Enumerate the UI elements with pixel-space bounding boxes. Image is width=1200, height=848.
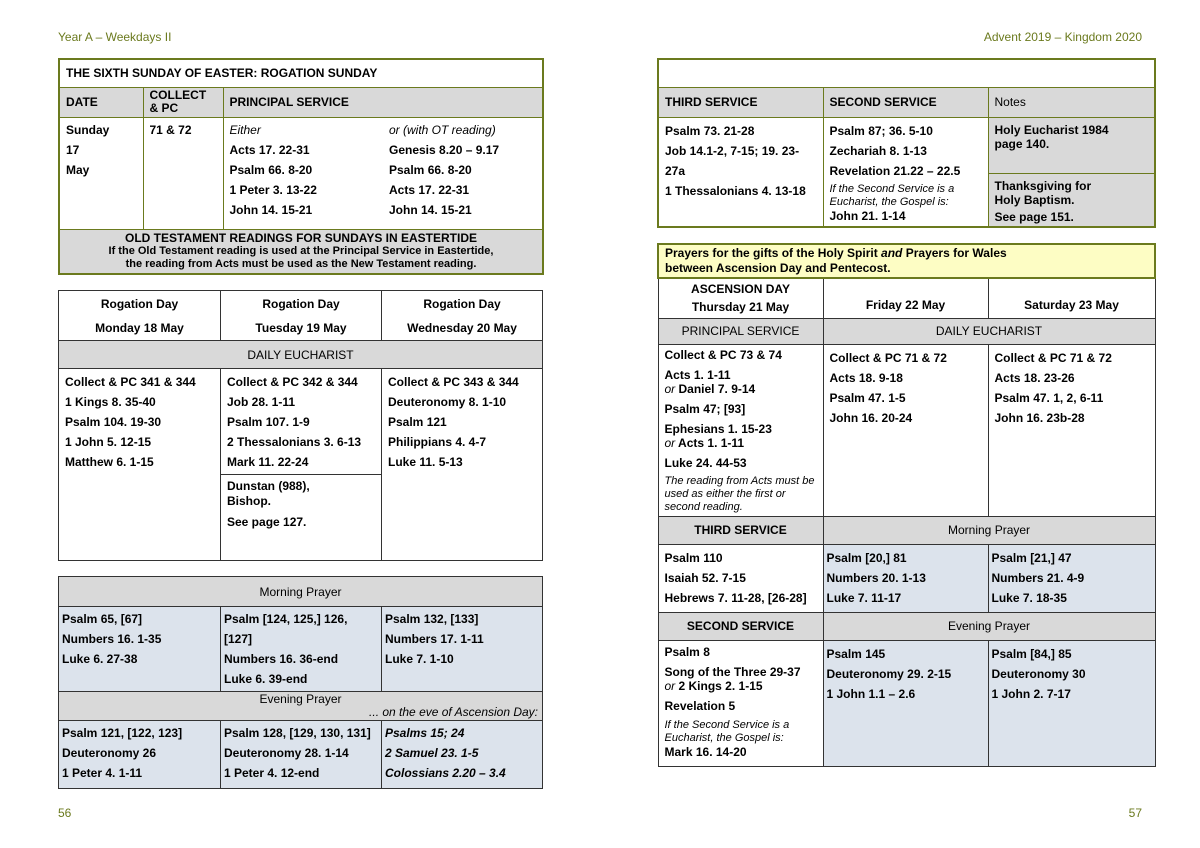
reading: Philippians 4. 4-7 bbox=[388, 435, 487, 449]
rogation-day-header bbox=[59, 291, 221, 341]
day-date: Wednesday 20 May bbox=[407, 320, 517, 335]
banner-line: between Ascension Day and Pentecost. bbox=[665, 261, 891, 275]
day-name: Rogation Day bbox=[100, 296, 179, 311]
ep-readings bbox=[221, 721, 382, 789]
note-baptism bbox=[988, 173, 1155, 227]
mp-saturday bbox=[988, 544, 1155, 612]
either-readings bbox=[223, 117, 383, 229]
second-service-readings bbox=[658, 640, 823, 766]
reading: Genesis 8.20 – 9.17 bbox=[389, 142, 500, 157]
daily-eucharist-label: DAILY EUCHARIST bbox=[823, 318, 1155, 344]
reading: Daniel 7. 9-14 bbox=[675, 381, 756, 396]
morning-prayer-label: Morning Prayer bbox=[59, 577, 543, 607]
second-service-readings bbox=[823, 117, 988, 227]
reading: John 14. 15-21 bbox=[229, 202, 313, 217]
reading: Luke 6. 39-end bbox=[224, 672, 308, 686]
commem-line: Dunstan (988), bbox=[227, 479, 310, 493]
reading: Psalms 15; 24 bbox=[385, 726, 465, 740]
second-service-label: SECOND SERVICE bbox=[658, 612, 823, 640]
running-header-right: Advent 2019 – Kingdom 2020 bbox=[983, 30, 1142, 44]
reading: Song of the Three 29-37 bbox=[664, 664, 801, 679]
eastertide-note bbox=[59, 229, 543, 274]
reading: Psalm [21,] 47 bbox=[991, 550, 1072, 565]
reading: Luke 11. 5-13 bbox=[388, 455, 463, 469]
ep-friday bbox=[823, 640, 988, 766]
date-line: Sunday bbox=[66, 122, 110, 137]
reading: 1 Peter 3. 13-22 bbox=[229, 182, 317, 197]
note-line: Holy Baptism. bbox=[994, 192, 1075, 207]
reading: 1 Peter 4. 1-11 bbox=[62, 766, 143, 780]
reading: Deuteronomy 30 bbox=[991, 666, 1086, 681]
note-title: OLD TESTAMENT READINGS FOR SUNDAYS IN EASTERTIDE bbox=[124, 230, 478, 245]
reading: Luke 6. 27-38 bbox=[62, 652, 138, 666]
reading: Psalm 107. 1-9 bbox=[227, 415, 310, 429]
reading: Luke 24. 44-53 bbox=[664, 455, 747, 470]
eve-of-ascension-label: ... on the eve of Ascension Day: bbox=[369, 705, 539, 719]
reading: Revelation 5 bbox=[664, 698, 736, 713]
reading: Luke 7. 1-10 bbox=[385, 652, 454, 666]
reading: Job 14.1-2, 7-15; 19. 23-27a bbox=[665, 143, 800, 178]
note-line: Holy Eucharist 1984 bbox=[994, 122, 1109, 137]
reading: Psalm 128, [129, 130, 131] bbox=[224, 726, 371, 740]
reading: Acts 18. 9-18 bbox=[829, 370, 903, 385]
reading: Psalm 132, [133] bbox=[385, 612, 479, 626]
ascension-table bbox=[657, 243, 1156, 767]
ot-label: or (with OT reading) bbox=[389, 122, 496, 137]
reading: Isaiah 52. 7-15 bbox=[664, 570, 746, 585]
reading: Numbers 16. 1-35 bbox=[62, 632, 162, 646]
day-header: Saturday 23 May bbox=[988, 278, 1155, 318]
sunday-date bbox=[59, 117, 143, 229]
date-line: 17 bbox=[66, 142, 80, 157]
reading: Psalm 121, [122, 123] bbox=[62, 726, 183, 740]
saturday-readings bbox=[988, 344, 1155, 516]
col-principal: PRINCIPAL SERVICE bbox=[223, 87, 543, 117]
banner-line bbox=[665, 246, 1148, 261]
reading: Ephesians 1. 15-23 bbox=[664, 421, 772, 436]
morning-prayer-label: Morning Prayer bbox=[823, 516, 1155, 544]
reading: Psalm 8 bbox=[664, 644, 710, 659]
third-service-readings bbox=[658, 117, 823, 227]
mp-readings bbox=[59, 607, 221, 692]
reading: Matthew 6. 1-15 bbox=[65, 455, 154, 469]
reading-alt bbox=[665, 436, 817, 450]
reading: Hebrews 7. 11-28, [26-28] bbox=[664, 590, 807, 605]
third-service-label: THIRD SERVICE bbox=[658, 516, 823, 544]
reading: Psalm 110 bbox=[664, 550, 723, 565]
reading: Psalm 47; [93] bbox=[664, 401, 746, 416]
mp-readings bbox=[221, 607, 382, 692]
mp-readings bbox=[382, 607, 543, 692]
second-note: If the Second Service is a Eucharist, the Gospel is: bbox=[664, 718, 790, 744]
ep-readings-eve bbox=[382, 721, 543, 789]
reading: Collect & PC 342 & 344 bbox=[227, 375, 358, 389]
day-header: Friday 22 May bbox=[823, 278, 988, 318]
reading: Psalm 73. 21-28 bbox=[665, 123, 755, 138]
reading: Psalm 47. 1, 2, 6-11 bbox=[994, 390, 1104, 405]
reading: Deuteronomy 29. 2-15 bbox=[826, 666, 952, 681]
rogation-readings bbox=[59, 369, 221, 561]
rogation-table bbox=[58, 290, 543, 561]
sunday-collect: 71 & 72 bbox=[143, 117, 223, 229]
reading: Collect & PC 71 & 72 bbox=[994, 350, 1112, 365]
reading: 2 Thessalonians 3. 6-13 bbox=[227, 435, 362, 449]
reading: 2 Kings 2. 1-15 bbox=[675, 678, 763, 693]
or-word: or bbox=[664, 435, 676, 450]
note-line: Thanksgiving for bbox=[994, 178, 1092, 193]
sunday-title: THE SIXTH SUNDAY OF EASTER: ROGATION SUNDAY bbox=[59, 59, 543, 87]
reading: Luke 7. 18-35 bbox=[991, 590, 1067, 605]
col-third: THIRD SERVICE bbox=[658, 87, 823, 117]
commem-line: Bishop. bbox=[227, 494, 271, 508]
principal-service-label: PRINCIPAL SERVICE bbox=[658, 318, 823, 344]
reading-alt bbox=[665, 679, 817, 693]
reading: Mark 11. 22-24 bbox=[227, 455, 309, 469]
reading: Acts 17. 22-31 bbox=[229, 142, 310, 157]
commem-line: See page 127. bbox=[227, 515, 307, 529]
reading: Job 28. 1-11 bbox=[227, 395, 296, 409]
reading: Revelation 21.22 – 22.5 bbox=[829, 163, 961, 178]
banner-and: and bbox=[881, 246, 903, 260]
date-line: May bbox=[66, 162, 90, 177]
ot-readings bbox=[383, 117, 543, 229]
rogation-readings bbox=[221, 369, 382, 475]
reading: 1 Thessalonians 4. 13-18 bbox=[665, 183, 806, 198]
note-eucharist bbox=[988, 117, 1155, 173]
ascension-label: ASCENSION DAY bbox=[691, 282, 790, 297]
reading: 1 Peter 4. 12-end bbox=[224, 766, 320, 780]
evening-prayer-label: Evening Prayer bbox=[259, 692, 342, 706]
day-date: Tuesday 19 May bbox=[255, 320, 347, 335]
mp-friday bbox=[823, 544, 988, 612]
col-date: DATE bbox=[59, 87, 143, 117]
col-collect: COLLECT & PC bbox=[143, 87, 223, 117]
reading: Psalm 66. 8-20 bbox=[229, 162, 313, 177]
or-word: or bbox=[664, 678, 676, 693]
rogation-day-header bbox=[382, 291, 543, 341]
note-line: page 140. bbox=[994, 136, 1050, 151]
banner-text: Prayers for Wales bbox=[902, 246, 1007, 260]
second-gospel: John 21. 1-14 bbox=[829, 208, 906, 223]
reading: Psalm 121 bbox=[388, 415, 447, 429]
page-number-right: 57 bbox=[1128, 806, 1142, 820]
reading: John 16. 20-24 bbox=[829, 410, 913, 425]
reading: 1 Kings 8. 35-40 bbox=[65, 395, 156, 409]
sunday-table bbox=[58, 58, 544, 275]
reading: Psalm [124, 125,] 126, [127] bbox=[224, 612, 348, 646]
acts-note: The reading from Acts must be used as either the first or second reading. bbox=[664, 474, 815, 513]
reading-alt bbox=[665, 382, 817, 396]
ascension-day-header bbox=[658, 278, 823, 318]
reading: Collect & PC 343 & 344 bbox=[388, 375, 519, 389]
blank-title-row bbox=[658, 59, 1155, 87]
reading: 2 Samuel 23. 1-5 bbox=[385, 746, 479, 760]
reading: Collect & PC 71 & 72 bbox=[829, 350, 947, 365]
reading: Collect & PC 341 & 344 bbox=[65, 375, 196, 389]
reading: 1 John 2. 7-17 bbox=[991, 686, 1071, 701]
reading: Psalm 66. 8-20 bbox=[389, 162, 472, 177]
reading: Psalm [84,] 85 bbox=[991, 646, 1072, 661]
reading: Psalm 145 bbox=[826, 646, 886, 661]
reading: Psalm 65, [67] bbox=[62, 612, 143, 626]
note-line: See page 151. bbox=[994, 209, 1074, 224]
note-line: If the Old Testament reading is used at the Principal Service in Eastertide, bbox=[108, 244, 494, 257]
reading: Deuteronomy 26 bbox=[62, 746, 157, 760]
ep-saturday bbox=[988, 640, 1155, 766]
reading: Acts 1. 1-11 bbox=[664, 367, 731, 382]
ascension-date: Thursday 21 May bbox=[691, 300, 790, 315]
day-name: Rogation Day bbox=[423, 296, 501, 311]
running-header-left: Year A – Weekdays II bbox=[58, 30, 172, 44]
col-notes: Notes bbox=[988, 87, 1155, 117]
reading: Deuteronomy 28. 1-14 bbox=[224, 746, 349, 760]
reading: Psalm [20,] 81 bbox=[826, 550, 907, 565]
reading: Deuteronomy 8. 1-10 bbox=[388, 395, 507, 409]
rogation-readings bbox=[382, 369, 543, 561]
reading: Numbers 16. 36-end bbox=[224, 652, 339, 666]
reading: Numbers 17. 1-11 bbox=[385, 632, 484, 646]
reading: 1 John 1.1 – 2.6 bbox=[826, 686, 916, 701]
reading: Numbers 20. 1-13 bbox=[826, 570, 926, 585]
reading: Acts 17. 22-31 bbox=[389, 182, 470, 197]
daily-eucharist-label: DAILY EUCHARIST bbox=[59, 341, 543, 369]
or-word: or bbox=[664, 381, 676, 396]
reading: Zechariah 8. 1-13 bbox=[829, 143, 927, 158]
day-name: Rogation Day bbox=[262, 296, 340, 311]
day-date: Monday 18 May bbox=[95, 320, 184, 335]
col-second: SECOND SERVICE bbox=[823, 87, 988, 117]
evening-prayer-header bbox=[59, 692, 543, 721]
reading: Acts 18. 23-26 bbox=[994, 370, 1075, 385]
reading: Acts 1. 1-11 bbox=[675, 435, 745, 450]
office-table-left bbox=[58, 576, 543, 789]
second-note: If the Second Service is a Eucharist, the Gospel is: bbox=[829, 182, 955, 208]
rogation-day-header bbox=[221, 291, 382, 341]
page-number-left: 56 bbox=[58, 806, 72, 820]
ep-readings bbox=[59, 721, 221, 789]
commemoration bbox=[221, 475, 382, 561]
reading: Psalm 104. 19-30 bbox=[65, 415, 162, 429]
friday-readings bbox=[823, 344, 988, 516]
reading: John 16. 23b-28 bbox=[994, 410, 1085, 425]
either-label: Either bbox=[229, 122, 261, 137]
reading: 1 John 5. 12-15 bbox=[65, 435, 152, 449]
reading: John 14. 15-21 bbox=[389, 202, 472, 217]
reading: Luke 7. 11-17 bbox=[826, 590, 902, 605]
banner-text: Prayers for the gifts of the Holy Spirit bbox=[665, 246, 882, 260]
reading: Colossians 2.20 – 3.4 bbox=[385, 766, 506, 780]
evening-prayer-label: Evening Prayer bbox=[823, 612, 1155, 640]
ascension-principal-readings bbox=[658, 344, 823, 516]
reading: Collect & PC 73 & 74 bbox=[664, 347, 782, 362]
reading: Numbers 21. 4-9 bbox=[991, 570, 1085, 585]
reading: Mark 16. 14-20 bbox=[664, 744, 747, 759]
reading: Psalm 47. 1-5 bbox=[829, 390, 906, 405]
reading: Psalm 87; 36. 5-10 bbox=[829, 123, 933, 138]
third-service-readings bbox=[658, 544, 823, 612]
sunday-right-table bbox=[657, 58, 1156, 228]
prayers-banner bbox=[658, 244, 1155, 278]
note-line: the reading from Acts must be used as the New Testament reading. bbox=[125, 257, 477, 270]
